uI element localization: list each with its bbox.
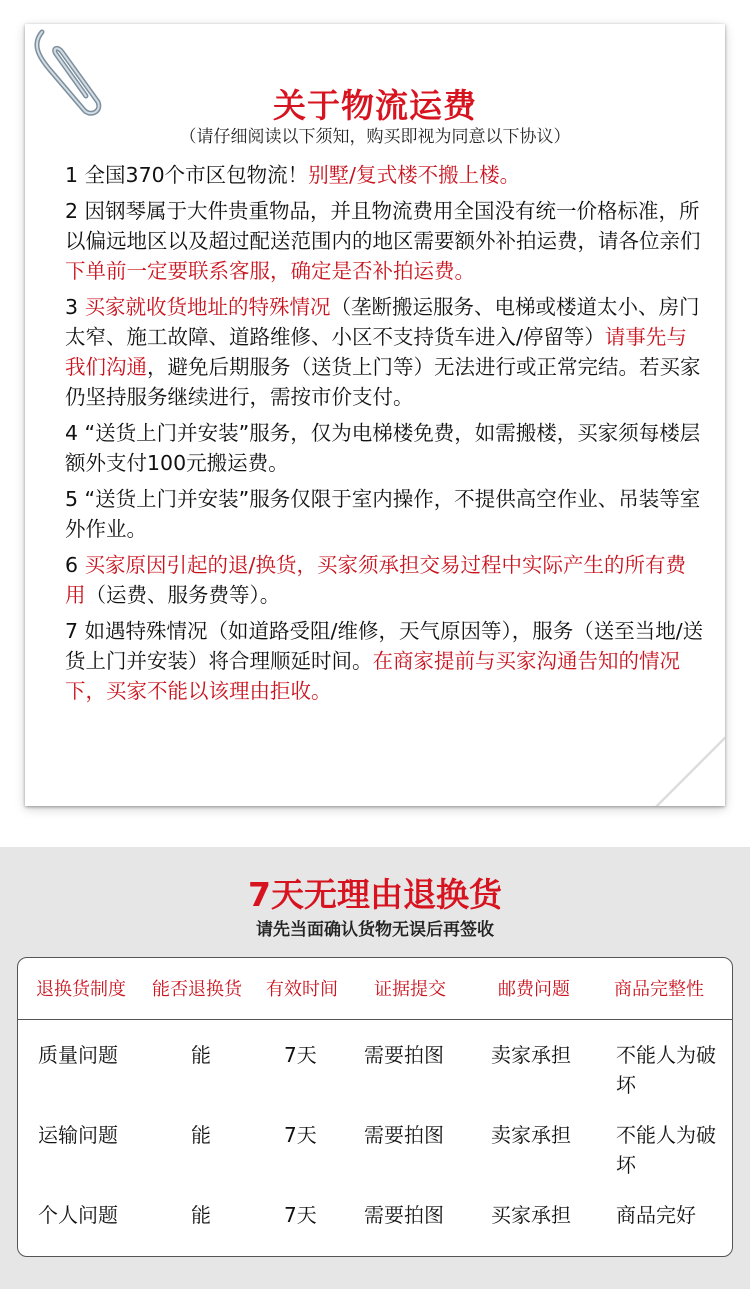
- term-text: 2 因钢琴属于大件贵重物品，并且物流费用全国没有统一价格标准，所以偏远地区以及超过配送范围内的地区需要额外补拍运费，请各位亲们: [65, 199, 701, 253]
- table-header: [18, 958, 732, 1020]
- returns-subtitle: 请先当面确认货物无误后再签收: [256, 920, 494, 940]
- cell-integrity: 不能人为破坏: [616, 1043, 716, 1097]
- cell-integrity: 不能人为破坏: [616, 1123, 716, 1177]
- term-text: （垄断搬运服务、电梯或楼道太小、房门太窄、施工故障、道路维修、小区不支持货车进入/停留等）: [65, 295, 700, 349]
- term-text: 3: [65, 295, 85, 319]
- term-highlight: 买家就收货地址的特殊情况: [84, 295, 331, 319]
- term-text: 7 如遇特殊情况（如道路受阻/维修，天气原因等），服务（送至当地/送货上门并安装）将合理顺延时间。: [65, 619, 704, 673]
- term-text: （运费、服务费等）。: [85, 583, 281, 607]
- cell-returnable: 能: [191, 1043, 211, 1067]
- cell-returnable: 能: [191, 1123, 211, 1147]
- header-valid-time: 有效时间: [266, 979, 338, 1000]
- returns-title: 7天无理由退换货: [248, 875, 502, 914]
- cell-integrity: 商品完好: [616, 1203, 696, 1227]
- term-text: 4 “送货上门并安装”服务，仅为电梯楼免费，如需搬楼，买家须每楼层额外支付100元搬运费。: [65, 421, 701, 475]
- term-highlight: 在商家提前与买家沟通告知的情况下，买家不能以该理由拒收。: [65, 649, 680, 703]
- cell-policy: 运输问题: [38, 1123, 118, 1147]
- term-text: 1 全国370个市区包物流！: [65, 163, 309, 187]
- cell-policy: 个人问题: [38, 1203, 118, 1227]
- term-4: [65, 418, 705, 478]
- cell-evidence: 需要拍图: [364, 1123, 444, 1147]
- cell-policy: 质量问题: [38, 1043, 118, 1067]
- term-text: 6: [65, 553, 85, 577]
- header-returnable: 能否退换货: [152, 979, 242, 1000]
- term-5: [65, 484, 705, 544]
- header-integrity: 商品完整性: [614, 979, 704, 1000]
- cell-valid-time: 7天: [284, 1043, 317, 1067]
- header-policy: 退换货制度: [36, 979, 126, 1000]
- term-1: [65, 160, 705, 190]
- term-highlight: 下单前一定要联系客服，确定是否补拍运费。: [65, 259, 475, 283]
- cell-returnable: 能: [191, 1203, 211, 1227]
- cell-evidence: 需要拍图: [364, 1043, 444, 1067]
- page-curl: [655, 736, 725, 806]
- cell-postage: 卖家承担: [491, 1123, 571, 1147]
- term-highlight: 买家原因引起的退/换货，买家须承担交易过程中实际产生的所有费用: [65, 553, 686, 607]
- term-highlight: 请事先与我们沟通: [65, 325, 687, 379]
- terms-list: [65, 160, 705, 712]
- term-6: [65, 550, 705, 610]
- term-text: ，避免后期服务（送货上门等）无法进行或正常完结。若买家仍坚持服务继续进行，需按市价支付。: [65, 355, 701, 409]
- cell-evidence: 需要拍图: [364, 1203, 444, 1227]
- cell-valid-time: 7天: [284, 1203, 317, 1227]
- cell-postage: 卖家承担: [491, 1043, 571, 1067]
- term-2: [65, 196, 705, 286]
- term-7: [65, 616, 705, 706]
- returns-table: [17, 957, 733, 1257]
- logistics-subtitle: （请仔细阅读以下须知，购买即视为同意以下协议）: [179, 127, 571, 147]
- cell-valid-time: 7天: [284, 1123, 317, 1147]
- term-highlight: 别墅/复式楼不搬上楼。: [308, 163, 521, 187]
- header-evidence: 证据提交: [374, 979, 446, 1000]
- logistics-title: 关于物流运费: [273, 86, 477, 125]
- header-postage: 邮费问题: [498, 979, 570, 1000]
- returns-section: [0, 847, 750, 1289]
- term-3: [65, 292, 705, 412]
- term-text: 5 “送货上门并安装”服务仅限于室内操作，不提供高空作业、吊装等室外作业。: [65, 487, 701, 541]
- cell-postage: 买家承担: [491, 1203, 571, 1227]
